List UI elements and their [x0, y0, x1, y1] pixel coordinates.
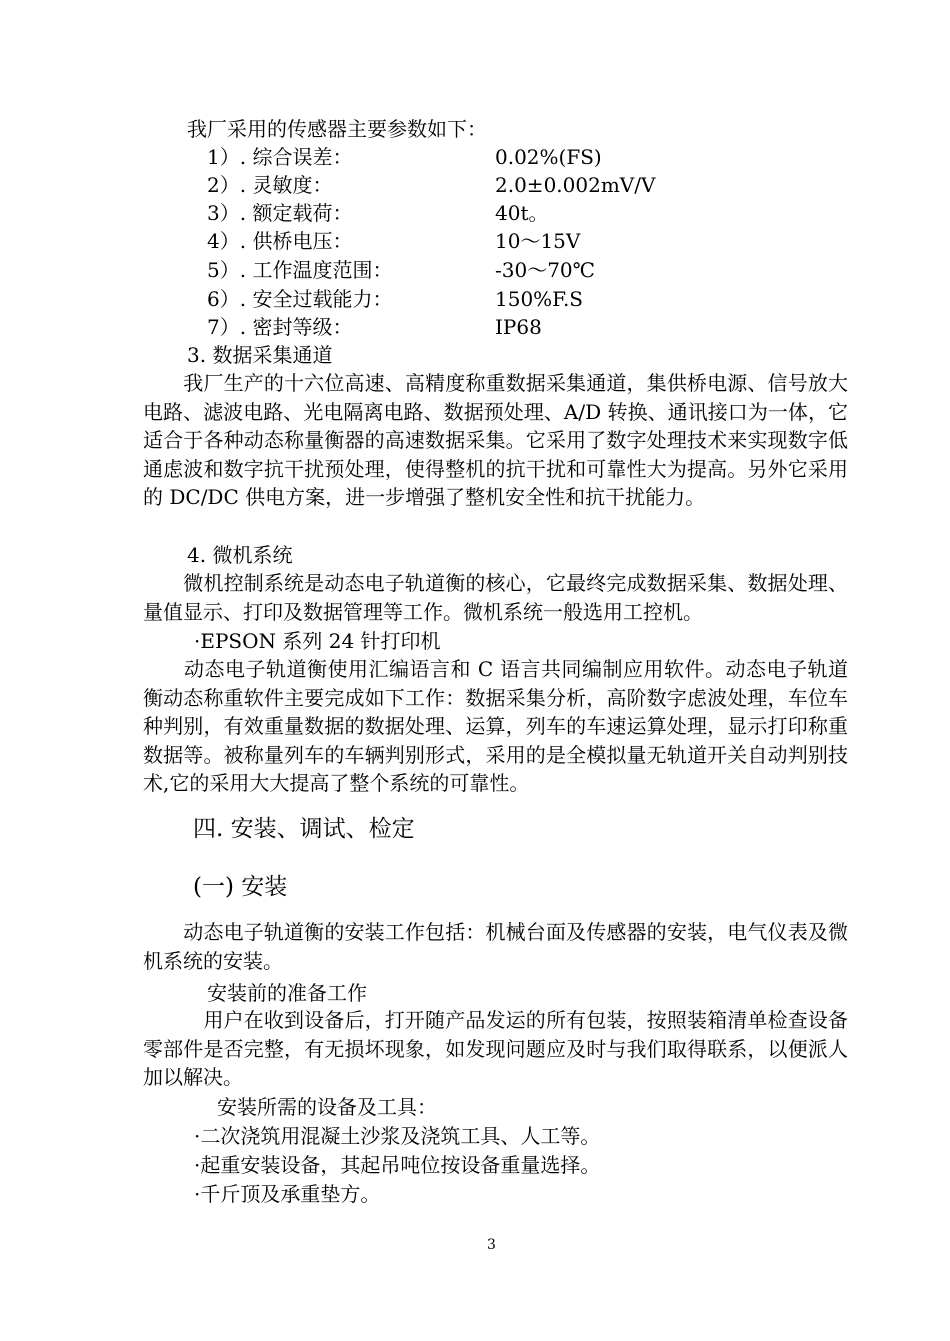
params-intro: 我厂采用的传感器主要参数如下： [187, 117, 487, 141]
section-heading-data-channel: 3. 数据采集通道 [187, 343, 333, 367]
list-item: ·千斤顶及承重垫方。 [194, 1182, 381, 1206]
param-label: 7）. 密封等级： [207, 315, 353, 339]
data-channel-paragraph: 我厂生产的十六位高速、高精度称重数据采集通道，集供桥电源、信号放大电路、滤波电路、光电隔离电路、数据预处理、A/D 转换、通讯接口为一体，它适合于各种动态称量衡器的高速数据采集。它采用了数字处理技术来实现数字低通虑波和数字抗干扰预处理，使得整机的抗干扰和可靠性大为提高。另外它采用的 DC/DC 供电方案，进一步增强了整机安全性和抗干扰能力。 [143, 371, 848, 509]
param-label: 3）. 额定载荷： [207, 201, 353, 225]
param-label: 6）. 安全过载能力： [207, 287, 393, 311]
section-heading-computer: 4. 微机系统 [187, 543, 293, 567]
param-label: 2）. 灵敏度： [207, 173, 333, 197]
list-item: ·起重安装设备，其起吊吨位按设备重量选择。 [194, 1153, 601, 1177]
param-label: 1）. 综合误差： [207, 145, 353, 169]
prep-heading: 安装前的准备工作 [207, 981, 367, 1005]
subsection-heading: (一) 安装 [193, 874, 288, 900]
param-value: -30～70℃ [495, 258, 596, 282]
computer-paragraph: 微机控制系统是动态电子轨道衡的核心，它最终完成数据采集、数据处理、量值显示、打印及数据管理等工作。微机系统一般选用工控机。 [143, 571, 848, 624]
chapter-heading: 四. 安装、调试、检定 [193, 816, 415, 842]
param-label: 4）. 供桥电压： [207, 229, 353, 253]
page-number: 3 [487, 1237, 496, 1253]
param-value: 10～15V [495, 229, 581, 253]
param-value: IP68 [495, 315, 542, 339]
printer-bullet: ·EPSON 系列 24 针打印机 [194, 629, 441, 653]
install-paragraph: 动态电子轨道衡的安装工作包括：机械台面及传感器的安装，电气仪表及微机系统的安装。 [143, 920, 848, 973]
software-paragraph: 动态电子轨道衡使用汇编语言和 C 语言共同编制应用软件。动态电子轨道衡动态称重软件主要完成如下工作：数据采集分析，高阶数字虑波处理，车位车种判别，有效重量数据的数据处理、运算，列车的车速运算处理，显示打印称重数据等。被称量列车的车辆判别形式，采用的是全模拟量无轨道开关自动判别技术,它的采用大大提高了整个系统的可靠性。 [143, 657, 848, 795]
prep-paragraph: 用户在收到设备后，打开随产品发运的所有包装，按照装箱清单检查设备零部件是否完整，有无损坏现象，如发现问题应及时与我们取得联系，以便派人加以解决。 [143, 1008, 848, 1089]
param-value: 2.0±0.002mV/V [495, 173, 656, 197]
param-value: 150%F.S [495, 287, 583, 311]
param-value: 0.02%(FS) [495, 145, 602, 169]
param-label: 5）. 工作温度范围： [207, 258, 393, 282]
param-value: 40t。 [495, 201, 549, 225]
list-item: ·二次浇筑用混凝土沙浆及浇筑工具、人工等。 [194, 1124, 601, 1148]
tools-heading: 安装所需的设备及工具： [217, 1095, 437, 1119]
